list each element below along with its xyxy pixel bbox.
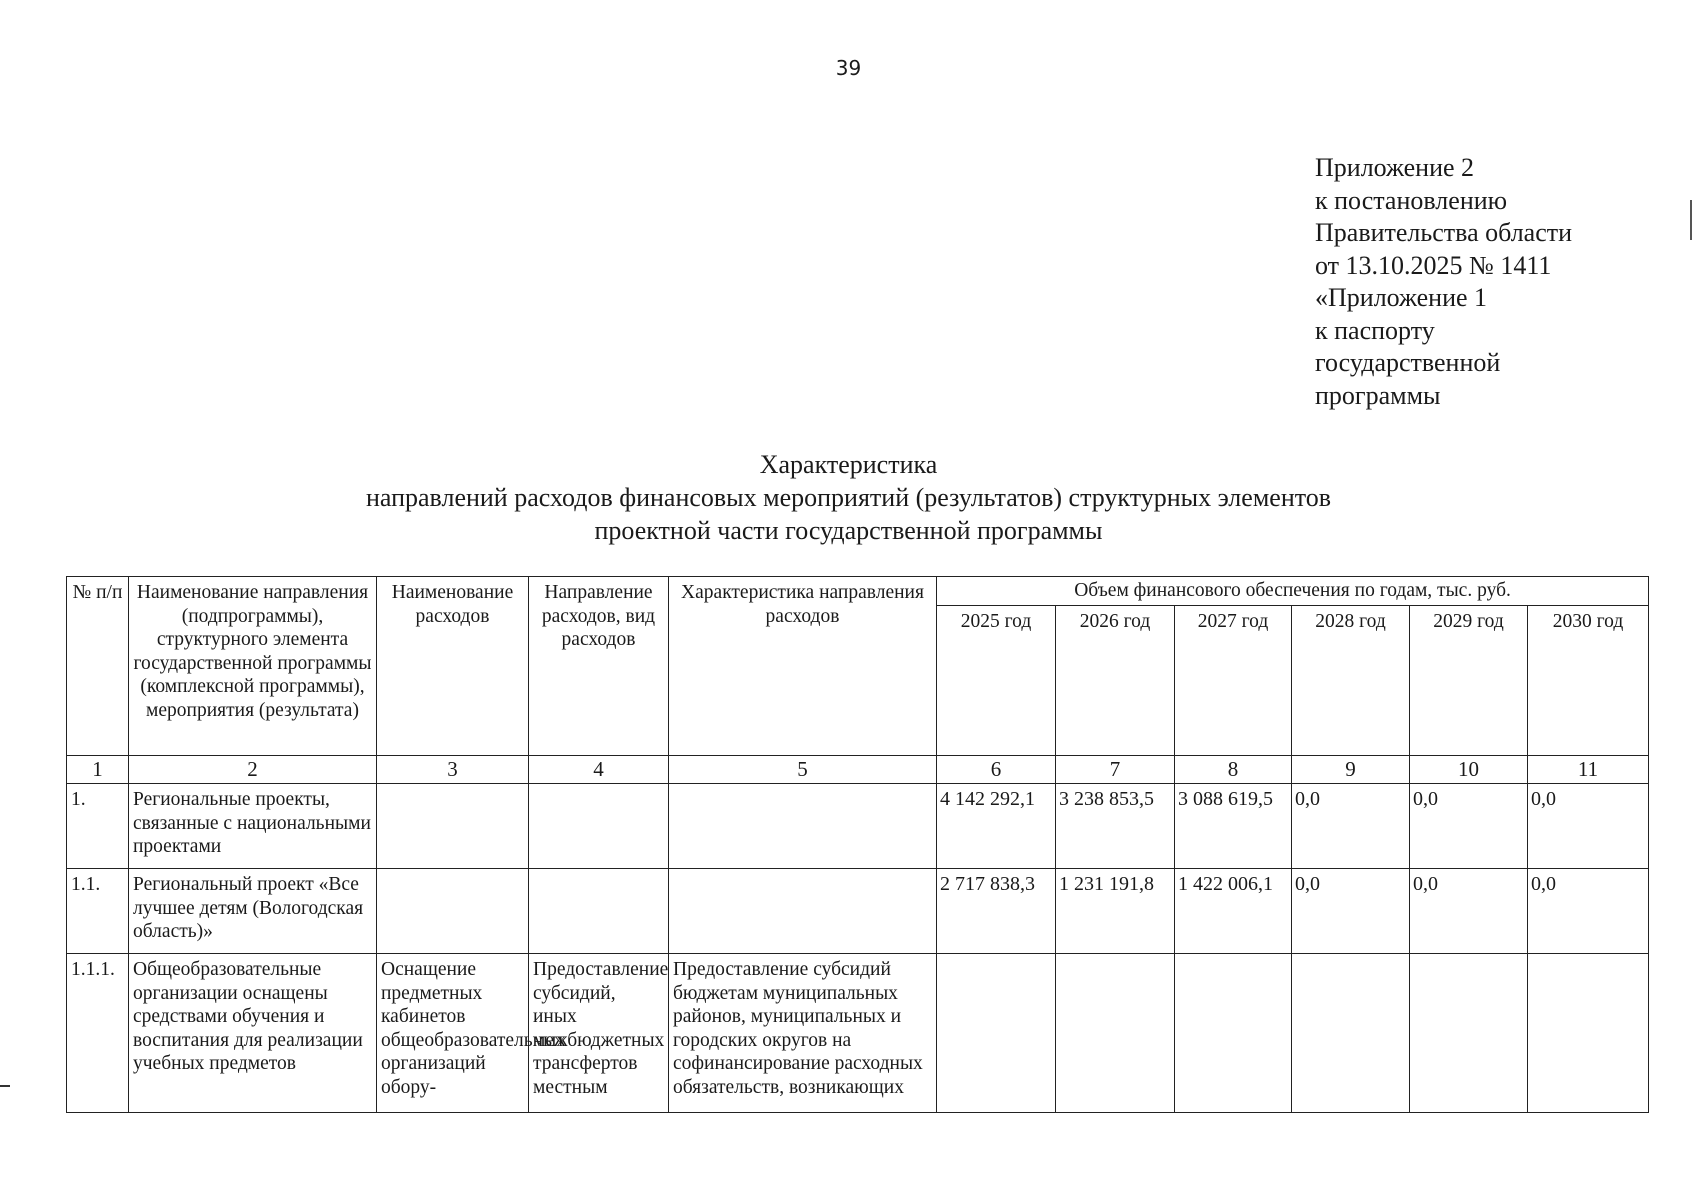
row-direction: Предоставление субсидий, иных межбюджетных трансфертов местным [529, 954, 669, 1113]
row-expense-name [377, 784, 529, 869]
header-characteristic: Характеристика направления расходов [669, 577, 937, 756]
row-value: 3 238 853,5 [1056, 784, 1175, 869]
row-expense-name: Оснащение предметных кабинетов общеобразовательных организаций обору- [377, 954, 529, 1113]
header-direction: Направление расходов, вид расходов [529, 577, 669, 756]
table-row [67, 869, 1649, 954]
row-expense-name [377, 869, 529, 954]
row-value [1292, 954, 1410, 1113]
row-value [1410, 954, 1528, 1113]
title-line: Характеристика [759, 450, 938, 479]
header-num: № п/п [67, 577, 129, 756]
header-year: 2025 год [937, 605, 1056, 755]
header-year: 2028 год [1292, 605, 1410, 755]
row-value: 0,0 [1410, 869, 1528, 954]
header-year: 2026 год [1056, 605, 1175, 755]
title-line: проектной части государственной программы [594, 516, 1103, 545]
appendix-line: программы [1315, 380, 1441, 410]
appendix-line: государственной [1315, 348, 1501, 377]
column-number-row [67, 755, 1649, 784]
appendix-line: к паспорту [1315, 315, 1435, 345]
column-number: 10 [1410, 755, 1528, 784]
row-value [1056, 954, 1175, 1113]
column-number: 9 [1292, 755, 1410, 784]
column-number: 4 [529, 755, 669, 784]
row-direction [529, 869, 669, 954]
column-number: 8 [1175, 755, 1292, 784]
row-value: 0,0 [1292, 784, 1410, 869]
header-funding-group: Объем финансового обеспечения по годам, тыс. руб. [937, 577, 1649, 606]
row-direction [529, 784, 669, 869]
header-name: Наименование направления (подпрограммы), структурного элемента государственной программы (комплексной программы), мероприятия (результата) [129, 577, 377, 756]
column-number: 1 [67, 755, 129, 784]
row-num: 1. [67, 784, 129, 869]
header-expense-name: Наименование расходов [377, 577, 529, 756]
column-number: 11 [1528, 755, 1649, 784]
row-characteristic: Предоставление субсидий бюджетам муниципальных районов, муниципальных и городских округов на софинансирование расходных обязательств, возникающих [669, 954, 937, 1113]
row-value: 0,0 [1410, 784, 1528, 869]
row-value: 0,0 [1528, 784, 1649, 869]
appendix-block [1315, 152, 1572, 412]
scan-mark [1690, 200, 1692, 240]
row-value: 4 142 292,1 [937, 784, 1056, 869]
row-value [1528, 954, 1649, 1113]
appendix-line: Правительства области [1315, 218, 1573, 247]
table-row [67, 954, 1649, 1113]
row-value [1175, 954, 1292, 1113]
header-year: 2027 год [1175, 605, 1292, 755]
row-name: Региональные проекты, связанные с национальными проектами [129, 784, 377, 869]
row-value: 3 088 619,5 [1175, 784, 1292, 869]
row-value: 2 717 838,3 [937, 869, 1056, 954]
row-name: Общеобразовательные организации оснащены средствами обучения и воспитания для реализации учебных предметов [129, 954, 377, 1113]
row-num: 1.1.1. [67, 954, 129, 1113]
row-value: 0,0 [1528, 869, 1649, 954]
column-number: 7 [1056, 755, 1175, 784]
appendix-line: от 13.10.2025 № 1411 [1315, 250, 1552, 280]
column-number: 2 [129, 755, 377, 784]
page-number: 39 [835, 56, 862, 80]
scan-mark [0, 1085, 10, 1087]
appendix-line: «Приложение 1 [1315, 283, 1488, 312]
row-value: 1 422 006,1 [1175, 869, 1292, 954]
header-year: 2029 год [1410, 605, 1528, 755]
column-number: 6 [937, 755, 1056, 784]
column-number: 5 [669, 755, 937, 784]
table-row [67, 784, 1649, 869]
row-value: 0,0 [1292, 869, 1410, 954]
row-name: Региональный проект «Все лучшее детям (Вологодская область)» [129, 869, 377, 954]
title-line: направлений расходов финансовых мероприятий (результатов) структурных элементов [365, 483, 1332, 512]
row-value: 1 231 191,8 [1056, 869, 1175, 954]
row-characteristic [669, 784, 937, 869]
funding-table [66, 576, 1649, 1113]
header-year: 2030 год [1528, 605, 1649, 755]
row-value [937, 954, 1056, 1113]
table-header-row [67, 577, 1649, 606]
column-number: 3 [377, 755, 529, 784]
appendix-line: к постановлению [1315, 185, 1508, 215]
row-characteristic [669, 869, 937, 954]
row-num: 1.1. [67, 869, 129, 954]
document-title [0, 448, 1697, 547]
appendix-line: Приложение 2 [1315, 153, 1475, 182]
